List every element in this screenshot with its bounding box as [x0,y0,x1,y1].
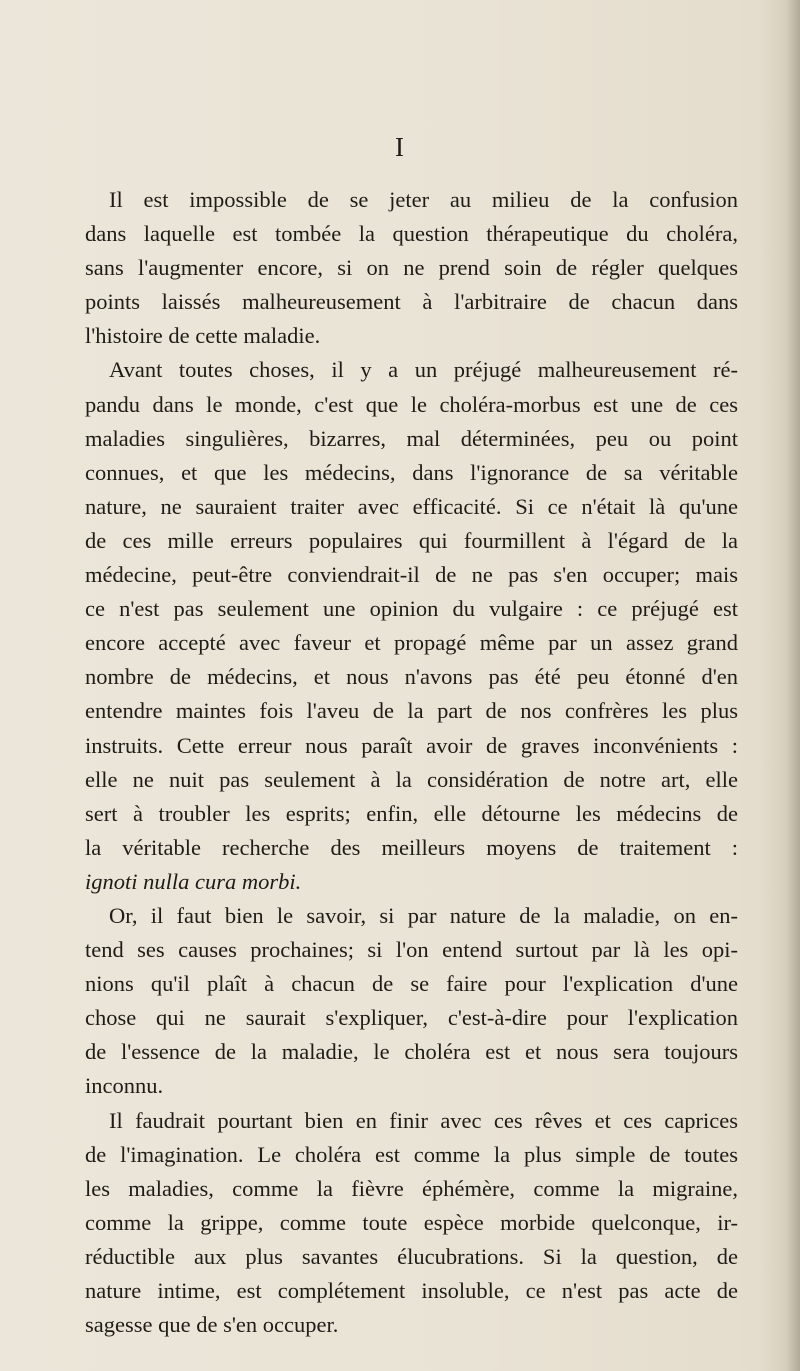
text-line: l'histoire de cette maladie. [85,323,321,349]
text-line: nombre de médecins, et nous n'avons pas été peu étonné d'en [85,664,738,690]
text-line: de ces mille erreurs populaires qui fourmillent à l'égard de la [85,527,738,553]
text-line: sans l'augmenter encore, si on ne prend soin de régler quelques [85,255,738,281]
text-line: points laissés malheureusement à l'arbitraire de chacun dans [85,289,738,315]
text-line: instruits. Cette erreur nous paraît avoir de graves inconvénients : [85,732,738,758]
text-line: ce n'est pas seulement une opinion du vulgaire : ce préjugé est [85,596,738,622]
text-line: sert à troubler les esprits; enfin, elle détourne les médecins de [85,800,738,826]
text-line: tend ses causes prochaines; si l'on entend surtout par là les opi- [85,937,738,963]
text-line: Il faudrait pourtant bien en finir avec ces rêves et ces caprices [109,1107,738,1133]
text-line: elle ne nuit pas seulement à la considération de notre art, elle [85,766,738,792]
text-line: chose qui ne saurait s'expliquer, c'est-à-dire pour l'explication [85,1005,738,1031]
text-line: Or, il faut bien le savoir, si par nature de la maladie, on en- [109,902,738,928]
text-line: dans laquelle est tombée la question thérapeutique du choléra, [85,221,738,247]
text-line: connues, et que les médecins, dans l'ignorance de sa véritable [85,459,738,485]
text-line: Avant toutes choses, il y a un préjugé malheureusement ré- [109,357,738,383]
text-line: la véritable recherche des meilleurs moyens de traitement : [85,834,738,860]
latin-quote-line: ignoti nulla cura morbi. [85,868,302,894]
text-line: inconnu. [85,1073,164,1099]
text-line: nature, ne sauraient traiter avec efficacité. Si ce n'était là qu'une [85,493,738,519]
text-line: nature intime, est complétement insoluble, ce n'est pas acte de [85,1278,738,1303]
text-line: pandu dans le monde, c'est que le choléra-morbus est une de ces [85,391,738,417]
text-line: Il est impossible de se jeter au milieu de la confusion [109,187,738,212]
chapter-heading: I [395,132,405,162]
text-line: entendre maintes fois l'aveu de la part de nos confrères les plus [85,698,738,724]
text-line: sagesse que de s'en occuper. [85,1312,339,1338]
text-line: réductible aux plus savantes élucubrations. Si la question, de [85,1243,738,1269]
text-line: nions qu'il plaît à chacun de se faire pour l'explication d'une [85,971,738,997]
body-text [85,183,738,1342]
text-line: maladies singulières, bizarres, mal déterminées, peu ou point [85,425,738,451]
text-line: les maladies, comme la fièvre éphémère, comme la migraine, [85,1175,738,1201]
text-line: comme la grippe, comme toute espèce morbide quelconque, ir- [85,1209,738,1235]
page-edge-shadow [786,0,800,1371]
text-line: de l'imagination. Le choléra est comme la plus simple de toutes [85,1141,738,1167]
text-line: de l'essence de la maladie, le choléra est et nous sera toujours [85,1039,738,1065]
text-line: encore accepté avec faveur et propagé même par un assez grand [85,630,738,656]
text-line: médecine, peut-être conviendrait-il de ne pas s'en occuper; mais [85,562,738,588]
